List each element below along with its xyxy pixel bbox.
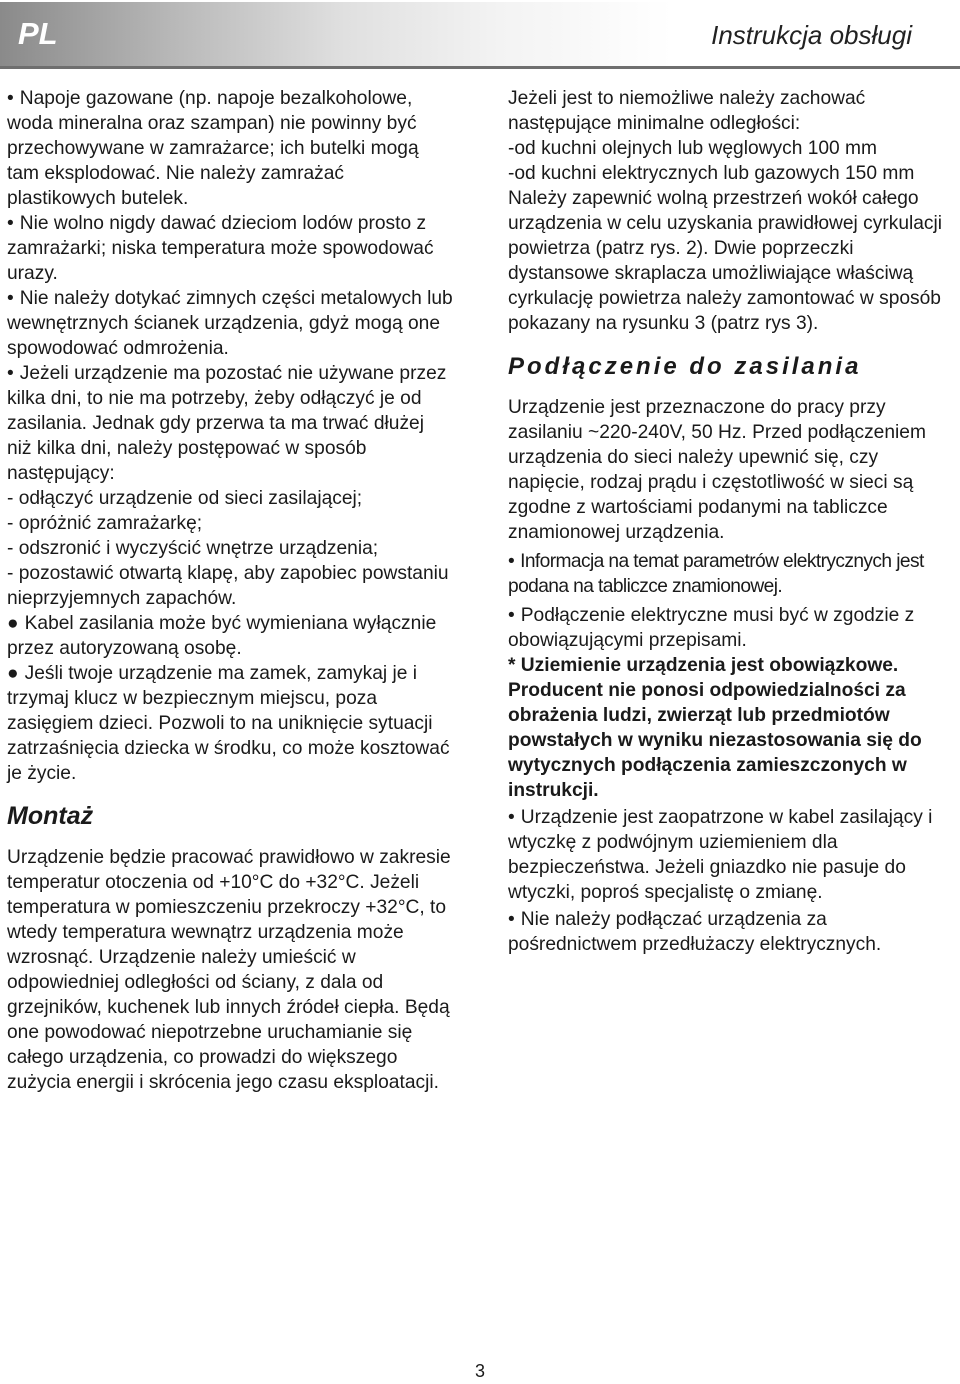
bullet-icon: • [7,363,14,384]
ventilation-paragraph: Należy zapewnić wolną przestrzeń wokół całego urządzenia w celu uzyskania prawidłowej cyrkulacji powietrza (patrz rys. 2). Dwie poprzeczki dystansowe skraplacza umożliwiające właściwą cyrkulację powietrza należy zamontować w sposób pokazany na rysunku 3 (patrz rys 3). [508,188,943,334]
page-number: 3 [474,1361,485,1381]
list-item: • Urządzenie jest zaopatrzone w kabel zasilający i wtyczkę z podwójnym uziemieniem dla bezpieczeństwa. Jeżeli gniazdko nie pasuje do wtyczki, poproś specjalistę o zmianę. [508,807,933,903]
distance-item: -od kuchni elektrycznych lub gazowych 150 mm [508,163,915,184]
grounding-warning: * Uziemienie urządzenia jest obowiązkowe. Producent nie ponosi odpowiedzialności za obrażenia ludzi, zwierząt lub przedmiotów powstałych w wyniku niezastosowania się do wytycznych podłączenia zamieszczonych w instrukcji. [508,655,922,801]
list-item: • Jeżeli urządzenie ma pozostać nie używane przez kilka dni, to nie ma potrzeby, żeby odłączyć je od zasilania. Jednak gdy przerwa ta ma trwać dłużej niż kilka dni, należy postępować w sposób następujący: [7,363,447,484]
list-item: • Podłączenie elektryczne musi być w zgodzie z obowiązującymi przepisami. [508,605,915,651]
list-item: ● Kabel zasilania może być wymieniana wyłącznie przez autoryzowaną osobę. [7,613,437,659]
bullet-icon: • [7,288,14,309]
language-label: PL [18,16,58,51]
power-paragraph: Urządzenie jest przeznaczone do pracy przy zasilaniu ~220-240V, 50 Hz. Przed podłączeniem urządzenia do sieci należy upewnić się, czy napięcie, rodzaj prądu i częstotliwość w sieci są zgodne z wartościami podanymi na tabliczce znamionowej urządzenia. [508,397,926,543]
list-item: ● Jeśli twoje urządzenie ma zamek, zamykaj je i trzymaj klucz w bezpiecznym miejscu, poza zasięgiem dzieci. Pozwoli to na uniknięcie sytuacji zatrzaśnięcia dziecka w środku, co może kosztować je życie. [7,663,450,784]
list-item: • Informacja na temat parametrów elektrycznych jest podana na tabliczce znamionowej. [508,551,924,597]
list-item: • Nie należy podłączać urządzenia za pośrednictwem przedłużaczy elektrycznych. [508,909,882,955]
bullet-icon: ● [7,663,19,684]
list-item: • Napoje gazowane (np. napoje bezalkoholowe, woda mineralna oraz szampan) nie powinny być przechowywane w zamrażarce; ich butelki mogą tam eksplodować. Nie należy zamrażać plastikowych butelek. [7,88,419,209]
distance-item: -od kuchni olejnych lub węglowych 100 mm [508,138,878,159]
distances-intro: Jeżeli jest to niemożliwe należy zachować następujące minimalne odległości: [508,88,866,134]
dash-item: - odszronić i wyczyścić wnętrze urządzenia; [7,538,379,559]
montaz-paragraph: Urządzenie będzie pracować prawidłowo w zakresie temperatur otoczenia od +10°C do +32°C. Jeżeli temperatura w pomieszczeniu przekroczy +32°C, to wtedy temperatura wewnątrz urządzenia może wzrosnąć. Urządzenie należy umieścić w odpowiedniej odległości od ściany, z dala od grzejników, kuchenek lub innych źródeł ciepła. Będą one powodować niepotrzebne uruchamianie się całego urządzenia, co prowadzi do większego zużycia energii i skrócenia jego czasu eksploatacji. [7,847,451,1093]
bullet-icon: • [508,807,515,828]
bullet-icon: • [508,605,515,626]
bullet-icon: ● [7,613,19,634]
dash-item: - pozostawić otwartą klapę, aby zapobiec powstaniu nieprzyjemnych zapachów. [7,563,449,609]
bullet-icon: • [7,213,14,234]
list-item: • Nie wolno nigdy dawać dzieciom lodów prosto z zamrażarki; niska temperatura może spowodować urazy. [7,213,434,284]
dash-item: - odłączyć urządzenie od sieci zasilającej; [7,488,363,509]
montaz-heading: Montaż [7,802,94,830]
list-item: • Nie należy dotykać zimnych części metalowych lub wewnętrznych ścianek urządzenia, gdyż mogą one spowodować odmrożenia. [7,288,453,359]
document-title: Instrukcja obsługi [711,20,912,50]
header-bar [0,2,960,69]
right-column [508,86,954,957]
left-column [7,86,453,1095]
power-heading: Podłączenie do zasilania [508,353,862,380]
bullet-icon: • [7,88,14,109]
bullet-icon: • [508,551,515,572]
dash-item: - opróżnić zamrażarkę; [7,513,203,534]
bullet-icon: • [508,909,515,930]
